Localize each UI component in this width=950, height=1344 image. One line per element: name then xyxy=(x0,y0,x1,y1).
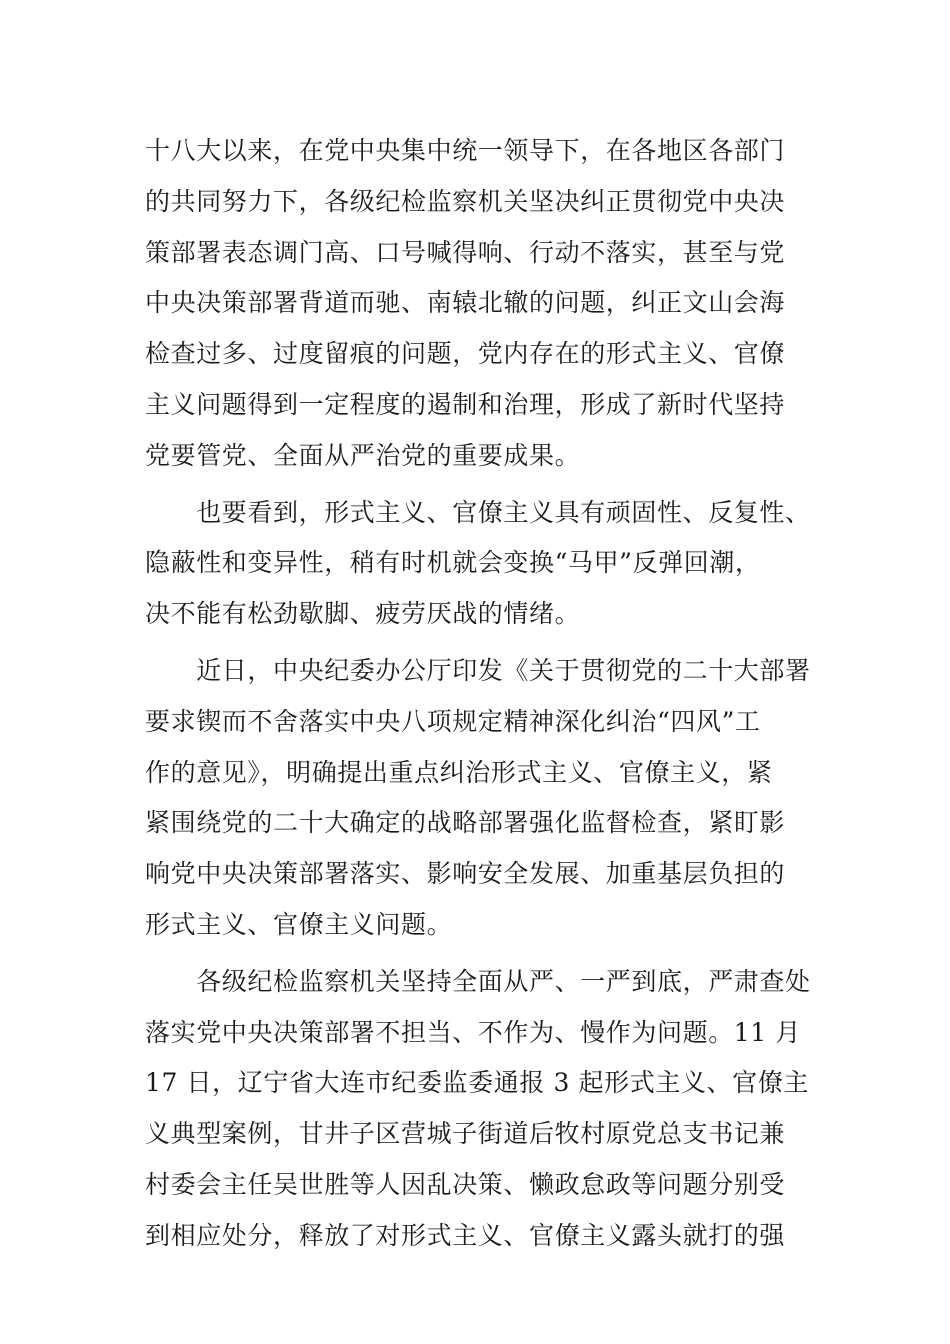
text-line: 落实党中央决策部署不担当、不作为、慢作为问题。11 月 xyxy=(145,1017,801,1047)
text-line: 检查过多、过度留痕的问题，党内存在的形式主义、官僚 xyxy=(145,339,786,369)
text-line: 到相应处分，释放了对形式主义、官僚主义露头就打的强 xyxy=(145,1220,786,1250)
text-line: 主义问题得到一定程度的遏制和治理，形成了新时代坚持 xyxy=(145,389,786,419)
text-line: 隐蔽性和变异性，稍有时机就会变换“马甲”反弹回潮， xyxy=(145,548,761,578)
text-line: 村委会主任吴世胜等人因乱决策、懒政怠政等问题分别受 xyxy=(145,1169,786,1199)
text-line: 近日，中央纪委办公厅印发《关于贯彻党的二十大部署 xyxy=(145,655,811,685)
text-line: 义典型案例，甘井子区营城子街道后牧村原党总支书记兼 xyxy=(145,1119,786,1149)
text-line: 形式主义、官僚主义问题。 xyxy=(145,909,453,939)
text-line: 紧围绕党的二十大确定的战略部署强化监督检查，紧盯影 xyxy=(145,808,786,838)
paragraph-3 xyxy=(145,646,809,951)
paragraph-1 xyxy=(145,126,809,482)
text-line: 党要管党、全面从严治党的重要成果。 xyxy=(145,440,581,470)
text-line: 也要看到，形式主义、官僚主义具有顽固性、反复性、 xyxy=(145,497,811,527)
text-line: 的共同努力下，各级纪检监察机关坚决纠正贯彻党中央决 xyxy=(145,186,786,216)
text-line: 作的意见》，明确提出重点纠治形式主义、官僚主义，紧 xyxy=(145,757,773,787)
text-line: 策部署表态调门高、口号喊得响、行动不落实，甚至与党 xyxy=(145,237,786,267)
text-line: 17 日，辽宁省大连市纪委监委通报 3 起形式主义、官僚主 xyxy=(145,1068,809,1098)
text-line: 决不能有松劲歇脚、疲劳厌战的情绪。 xyxy=(145,599,581,629)
text-line: 十八大以来，在党中央集中统一领导下，在各地区各部门 xyxy=(145,136,786,165)
paragraph-2 xyxy=(145,488,809,640)
article-body xyxy=(145,126,809,1262)
text-line: 各级纪检监察机关坚持全面从严、一严到底，严肃查处 xyxy=(145,966,811,996)
text-line: 中央决策部署背道而驰、南辕北辙的问题，纠正文山会海 xyxy=(145,288,786,318)
paragraph-4 xyxy=(145,957,809,1262)
text-line: 要求锲而不舍落实中央八项规定精神深化纠治“四风”工 xyxy=(145,706,761,736)
text-line: 响党中央决策部署落实、影响安全发展、加重基层负担的 xyxy=(145,859,786,889)
